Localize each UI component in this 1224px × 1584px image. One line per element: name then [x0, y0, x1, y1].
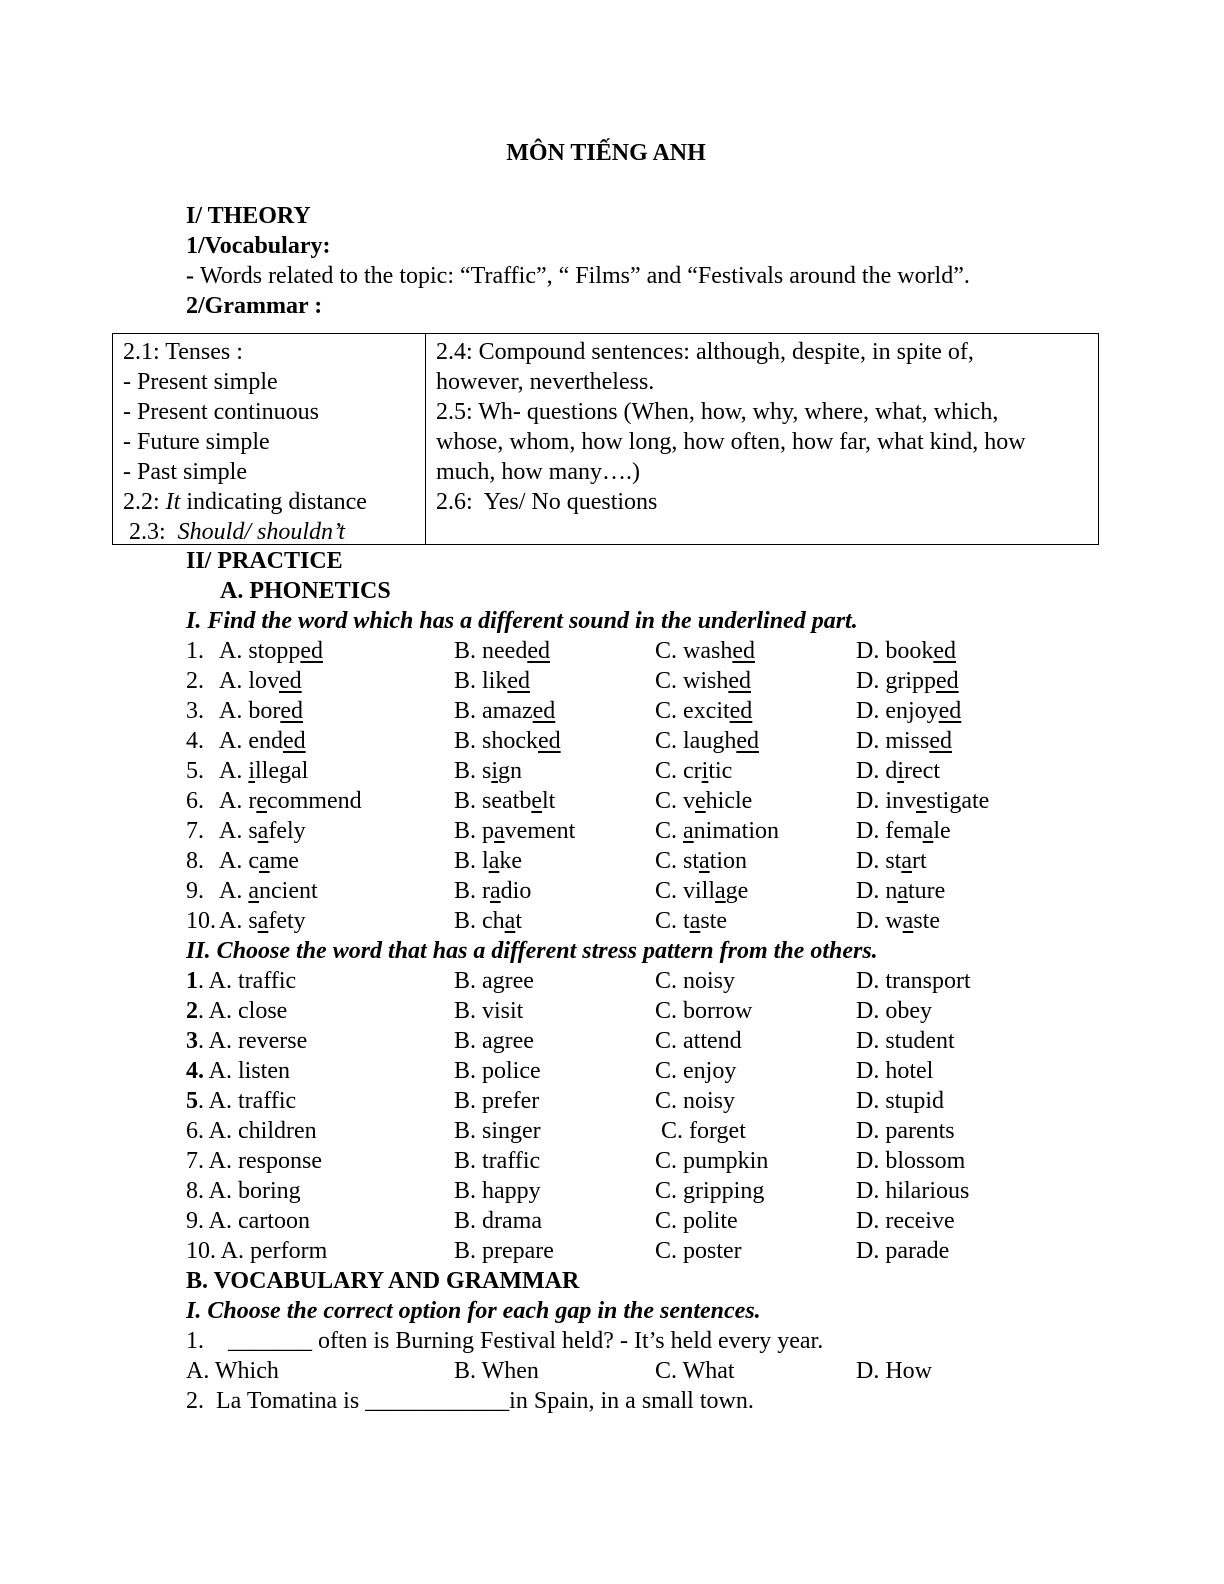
option-a-text: . A. reverse — [198, 1028, 308, 1054]
option-c — [655, 726, 759, 756]
option-c — [655, 756, 732, 786]
exercise1-row — [186, 726, 1146, 756]
word-part: A. end — [219, 728, 283, 754]
option-d: D. hilarious — [856, 1178, 970, 1204]
option-c — [655, 666, 751, 696]
question-1-options — [186, 1356, 1146, 1386]
option-d — [856, 696, 961, 726]
row-number: 4. — [186, 728, 216, 754]
underlined-part: e — [695, 788, 706, 814]
underlined-part: ed — [300, 638, 323, 664]
option-d: D. transport — [856, 968, 971, 994]
underlined-part: a — [902, 908, 914, 934]
option-a — [219, 696, 303, 726]
word-part: tion — [709, 848, 748, 874]
should-text: Should/ shouldn’t — [177, 519, 346, 545]
underlined-part: ed — [507, 668, 530, 694]
word-part: ncient — [259, 878, 318, 904]
underlined-part: a — [490, 878, 501, 904]
word-part: B. seatb — [454, 788, 532, 814]
practice-heading: II/ PRACTICE — [186, 548, 343, 574]
option-a — [219, 756, 308, 786]
option-d: D. stupid — [856, 1088, 945, 1114]
grammar-table-left-cell — [113, 334, 426, 544]
underlined-part: i — [491, 758, 499, 784]
underlined-part: a — [715, 878, 726, 904]
should-prefix: 2.3: — [123, 519, 178, 545]
grammar-right-line: 2.6: Yes/ No questions — [436, 489, 658, 515]
exercise1-row — [186, 846, 1146, 876]
option-c: C. polite — [655, 1208, 738, 1234]
option-a — [219, 666, 302, 696]
row-number: 10. — [186, 908, 216, 934]
word-part: A. r — [219, 788, 257, 814]
underlined-part: a — [248, 878, 259, 904]
exercise1-row — [186, 786, 1146, 816]
option-b: B. agree — [454, 1028, 534, 1054]
it-distance-line — [123, 487, 425, 517]
vocab-grammar-heading: B. VOCABULARY AND GRAMMAR — [186, 1268, 580, 1294]
exercise2-title: II. Choose the word that has a different stress pattern from the others. — [186, 938, 878, 964]
word-part: B. lik — [454, 668, 508, 694]
underlined-part: ed — [538, 728, 561, 754]
option-c: C. pumpkin — [655, 1148, 769, 1174]
word-part: A. bor — [219, 698, 281, 724]
word-part: B. l — [454, 848, 489, 874]
underlined-part: ed — [936, 668, 959, 694]
row-number: 5 — [186, 1088, 198, 1114]
word-part: lt — [541, 788, 556, 814]
option-c — [655, 846, 747, 876]
vocabulary-text: Words related to the topic: “Traffic”, “ Films” and “Festivals around the world”. — [200, 263, 970, 289]
option-b — [454, 726, 561, 756]
phonetics-heading: A. PHONETICS — [220, 578, 391, 604]
option-c — [655, 636, 755, 666]
option-a — [186, 1056, 290, 1086]
grammar-right-line: however, nevertheless. — [436, 369, 655, 395]
word-part: hicle — [705, 788, 753, 814]
word-part: C. t — [655, 908, 690, 934]
option-c — [655, 696, 752, 726]
underlined-part: a — [897, 878, 908, 904]
exercise2-row — [186, 1206, 1146, 1236]
page-title: MÔN TIẾNG ANH — [506, 140, 706, 166]
option-a — [186, 996, 287, 1026]
it-prefix: 2.2: — [123, 489, 166, 515]
word-part: vement — [504, 818, 576, 844]
option-a-text: . A. close — [198, 998, 288, 1024]
vocabulary-heading: 1/Vocabulary: — [186, 233, 331, 259]
option-b: B. happy — [454, 1178, 541, 1204]
theory-section — [186, 201, 1146, 321]
underlined-part: e — [256, 788, 267, 814]
word-part: A. — [219, 878, 249, 904]
underlined-part: ed — [280, 698, 303, 724]
underlined-part: a — [922, 818, 934, 844]
exercise2-list — [186, 966, 1146, 1266]
exercise1-title: I. Find the word which has a different sound in the underlined part. — [186, 608, 858, 634]
option-a — [219, 636, 323, 666]
word-part: dio — [500, 878, 532, 904]
option-a-text: A. children — [204, 1118, 317, 1144]
row-number: 8. — [186, 848, 216, 874]
option-d — [856, 636, 956, 666]
should-line — [123, 517, 425, 547]
exercise1-row — [186, 906, 1146, 936]
word-part: commend — [266, 788, 362, 814]
row-number: 4. — [186, 1058, 204, 1084]
option-d: D. obey — [856, 998, 932, 1024]
row-number: 5. — [186, 758, 216, 784]
underlined-part: a — [689, 908, 701, 934]
grammar-table — [112, 333, 1099, 545]
option-b — [454, 876, 531, 906]
option-a — [219, 876, 318, 906]
option-a — [219, 726, 306, 756]
word-part: llegal — [255, 758, 309, 784]
row-number: 2 — [186, 998, 198, 1024]
option-b — [454, 636, 550, 666]
option-d: D. blossom — [856, 1148, 966, 1174]
option-c — [655, 876, 748, 906]
option-c: C. What — [655, 1358, 735, 1384]
underlined-part: a — [699, 848, 710, 874]
underlined-part: ed — [736, 728, 759, 754]
underlined-part: ed — [532, 698, 556, 724]
tense-item: - Past simple — [123, 459, 247, 485]
word-part: A. c — [219, 848, 259, 874]
question-2: 2. La Tomatina is ____________in Spain, in a small town. — [186, 1388, 754, 1414]
grammar-right-line: much, how many….) — [436, 459, 640, 485]
row-number: 2. — [186, 668, 216, 694]
option-a-text: A. perform — [216, 1238, 328, 1264]
row-number: 7. — [186, 1148, 204, 1174]
option-d — [856, 786, 989, 816]
exercise1-row — [186, 816, 1146, 846]
exercise2-row — [186, 996, 1146, 1026]
option-c: C. enjoy — [655, 1058, 737, 1084]
word-part: C. cr — [655, 758, 702, 784]
tense-item: - Future simple — [123, 429, 270, 455]
word-part: D. d — [856, 758, 898, 784]
underlined-part: ed — [929, 728, 953, 754]
option-a — [186, 1176, 301, 1206]
word-part: le — [933, 818, 951, 844]
word-part: nimation — [693, 818, 779, 844]
option-d — [856, 816, 951, 846]
underlined-part: ed — [728, 668, 752, 694]
option-b: B. singer — [454, 1118, 541, 1144]
option-b: B. visit — [454, 998, 524, 1024]
word-part: gn — [498, 758, 523, 784]
underlined-part: i — [701, 758, 709, 784]
word-part: C. wash — [655, 638, 733, 664]
underlined-part: ed — [933, 638, 956, 664]
row-number: 7. — [186, 818, 216, 844]
row-number: 9. — [186, 878, 216, 904]
tense-item: - Present simple — [123, 369, 278, 395]
row-number: 1 — [186, 968, 198, 994]
exercise3-title: I. Choose the correct option for each gap in the sentences. — [186, 1298, 761, 1324]
option-b: B. prepare — [454, 1238, 554, 1264]
option-d — [856, 726, 952, 756]
word-part: B. ch — [454, 908, 505, 934]
underlined-part: a — [683, 818, 694, 844]
vocabulary-line — [186, 261, 1146, 291]
word-part: ste — [913, 908, 940, 934]
option-c: C. borrow — [655, 998, 753, 1024]
option-d — [856, 906, 940, 936]
exercise1-row — [186, 876, 1146, 906]
row-number: 1. — [186, 638, 216, 664]
underlined-part: a — [257, 818, 269, 844]
option-d: D. parents — [856, 1118, 955, 1144]
option-a-text: . A. traffic — [198, 1088, 297, 1114]
word-part: D. miss — [856, 728, 930, 754]
tenses-label: 2.1: Tenses : — [123, 339, 243, 365]
option-b: B. prefer — [454, 1088, 540, 1114]
option-a — [219, 906, 306, 936]
option-a-text: A. cartoon — [204, 1208, 310, 1234]
word-part: tic — [708, 758, 733, 784]
word-part: fety — [268, 908, 306, 934]
option-a — [186, 1236, 327, 1266]
option-b: B. traffic — [454, 1148, 541, 1174]
option-a-text: . A. traffic — [198, 968, 297, 994]
option-a-text: A. listen — [204, 1058, 291, 1084]
word-part: D. w — [856, 908, 903, 934]
option-c — [655, 906, 727, 936]
word-part: B. need — [454, 638, 528, 664]
word-part: D. enjoy — [856, 698, 939, 724]
word-part: C. wish — [655, 668, 729, 694]
option-d — [856, 756, 940, 786]
option-b — [454, 906, 522, 936]
word-part: A. stopp — [219, 638, 301, 664]
exercise1-list — [186, 636, 1146, 936]
exercise2-row — [186, 1146, 1146, 1176]
option-a — [186, 1086, 296, 1116]
option-b: B. drama — [454, 1208, 542, 1234]
word-part: t — [515, 908, 522, 934]
option-c: C. forget — [655, 1118, 746, 1144]
grammar-right-line: whose, whom, how long, how often, how far, what kind, how — [436, 429, 1026, 455]
word-part: rect — [904, 758, 940, 784]
grammar-right-line: 2.5: Wh- questions (When, how, why, where, what, which, — [436, 399, 999, 425]
underlined-part: i — [897, 758, 905, 784]
word-part: me — [269, 848, 299, 874]
option-a — [186, 1206, 310, 1236]
option-a — [186, 1116, 317, 1146]
option-d: D. receive — [856, 1208, 955, 1234]
word-part: D. fem — [856, 818, 923, 844]
option-d — [856, 876, 945, 906]
word-part: rt — [912, 848, 927, 874]
word-part: B. p — [454, 818, 495, 844]
option-b — [454, 786, 555, 816]
option-b: B. When — [454, 1358, 539, 1384]
word-part: A. s — [219, 818, 258, 844]
underlined-part: e — [531, 788, 542, 814]
option-c: C. gripping — [655, 1178, 765, 1204]
underlined-part: ed — [732, 638, 755, 664]
underlined-part: ed — [279, 668, 302, 694]
question-1: 1. _______ often is Burning Festival held? - It’s held every year. — [186, 1328, 824, 1354]
word-part: fely — [268, 818, 306, 844]
underlined-part: ed — [729, 698, 753, 724]
word-part: C. laugh — [655, 728, 737, 754]
row-number: 8. — [186, 1178, 204, 1204]
word-part: D. inv — [856, 788, 916, 814]
word-part: A. — [219, 758, 249, 784]
option-b — [454, 666, 530, 696]
exercise1-row — [186, 696, 1146, 726]
option-b — [454, 846, 522, 876]
option-c — [655, 786, 752, 816]
word-part: D. n — [856, 878, 898, 904]
word-part: ge — [725, 878, 749, 904]
option-b: B. police — [454, 1058, 541, 1084]
option-c: C. attend — [655, 1028, 742, 1054]
underlined-part: a — [258, 848, 270, 874]
word-part: C. vill — [655, 878, 716, 904]
exercise2-row — [186, 966, 1146, 996]
exercise1-row — [186, 636, 1146, 666]
underlined-part: a — [494, 818, 505, 844]
word-part: ke — [499, 848, 522, 874]
exercise1-row — [186, 666, 1146, 696]
option-b — [454, 756, 522, 786]
option-a — [219, 816, 306, 846]
word-part: A. s — [219, 908, 258, 934]
practice-section — [186, 546, 1146, 1416]
word-part: ture — [908, 878, 946, 904]
option-c: C. poster — [655, 1238, 742, 1264]
tense-item: - Present continuous — [123, 399, 319, 425]
underlined-part: a — [257, 908, 269, 934]
option-a — [186, 966, 296, 996]
option-c: C. noisy — [655, 1088, 736, 1114]
underlined-part: i — [248, 758, 256, 784]
option-c: C. noisy — [655, 968, 736, 994]
option-c — [655, 816, 779, 846]
word-part: A. lov — [219, 668, 279, 694]
exercise2-row — [186, 1056, 1146, 1086]
word-part: D. gripp — [856, 668, 936, 694]
word-part: B. r — [454, 878, 490, 904]
it-rest: indicating distance — [180, 489, 367, 515]
underlined-part: a — [488, 848, 500, 874]
grammar-heading: 2/Grammar : — [186, 293, 323, 319]
option-a-text: A. boring — [204, 1178, 301, 1204]
option-d: D. student — [856, 1028, 955, 1054]
theory-heading: I/ THEORY — [186, 203, 311, 229]
row-number: 3. — [186, 698, 216, 724]
exercise1-row — [186, 756, 1146, 786]
option-a — [186, 1026, 307, 1056]
option-d: D. hotel — [856, 1058, 934, 1084]
row-number: 10. — [186, 1238, 216, 1264]
option-a-text: A. response — [204, 1148, 322, 1174]
word-part: C. v — [655, 788, 696, 814]
grammar-table-right-cell — [426, 334, 1098, 544]
underlined-part: ed — [527, 638, 550, 664]
exercise2-row — [186, 1116, 1146, 1146]
word-part: B. s — [454, 758, 492, 784]
option-b — [454, 696, 555, 726]
row-number: 6. — [186, 1118, 204, 1144]
word-part: D. book — [856, 638, 934, 664]
exercise2-row — [186, 1086, 1146, 1116]
word-part: C. st — [655, 848, 700, 874]
underlined-part: e — [916, 788, 927, 814]
word-part: B. amaz — [454, 698, 533, 724]
underlined-part: ed — [938, 698, 962, 724]
exercise2-row — [186, 1236, 1146, 1266]
word-part: C. excit — [655, 698, 730, 724]
option-d: D. How — [856, 1358, 932, 1384]
grammar-right-line: 2.4: Compound sentences: although, despite, in spite of, — [436, 339, 974, 365]
row-number: 6. — [186, 788, 216, 814]
word-part: stigate — [926, 788, 990, 814]
exercise2-row — [186, 1026, 1146, 1056]
word-part: B. shock — [454, 728, 538, 754]
word-part: ste — [700, 908, 728, 934]
option-a: A. Which — [186, 1358, 279, 1384]
underlined-part: ed — [282, 728, 306, 754]
it-word: It — [165, 489, 181, 515]
option-b: B. agree — [454, 968, 534, 994]
option-d — [856, 846, 927, 876]
word-part: D. st — [856, 848, 902, 874]
row-number: 9. — [186, 1208, 204, 1234]
option-b — [454, 816, 575, 846]
option-a — [186, 1146, 322, 1176]
underlined-part: a — [901, 848, 912, 874]
option-a — [219, 846, 299, 876]
underlined-part: a — [504, 908, 516, 934]
vocabulary-dash: - — [186, 263, 200, 289]
option-d — [856, 666, 959, 696]
option-d: D. parade — [856, 1238, 950, 1264]
row-number: 3 — [186, 1028, 198, 1054]
word-part: C. — [655, 818, 684, 844]
exercise2-row — [186, 1176, 1146, 1206]
option-a — [219, 786, 362, 816]
